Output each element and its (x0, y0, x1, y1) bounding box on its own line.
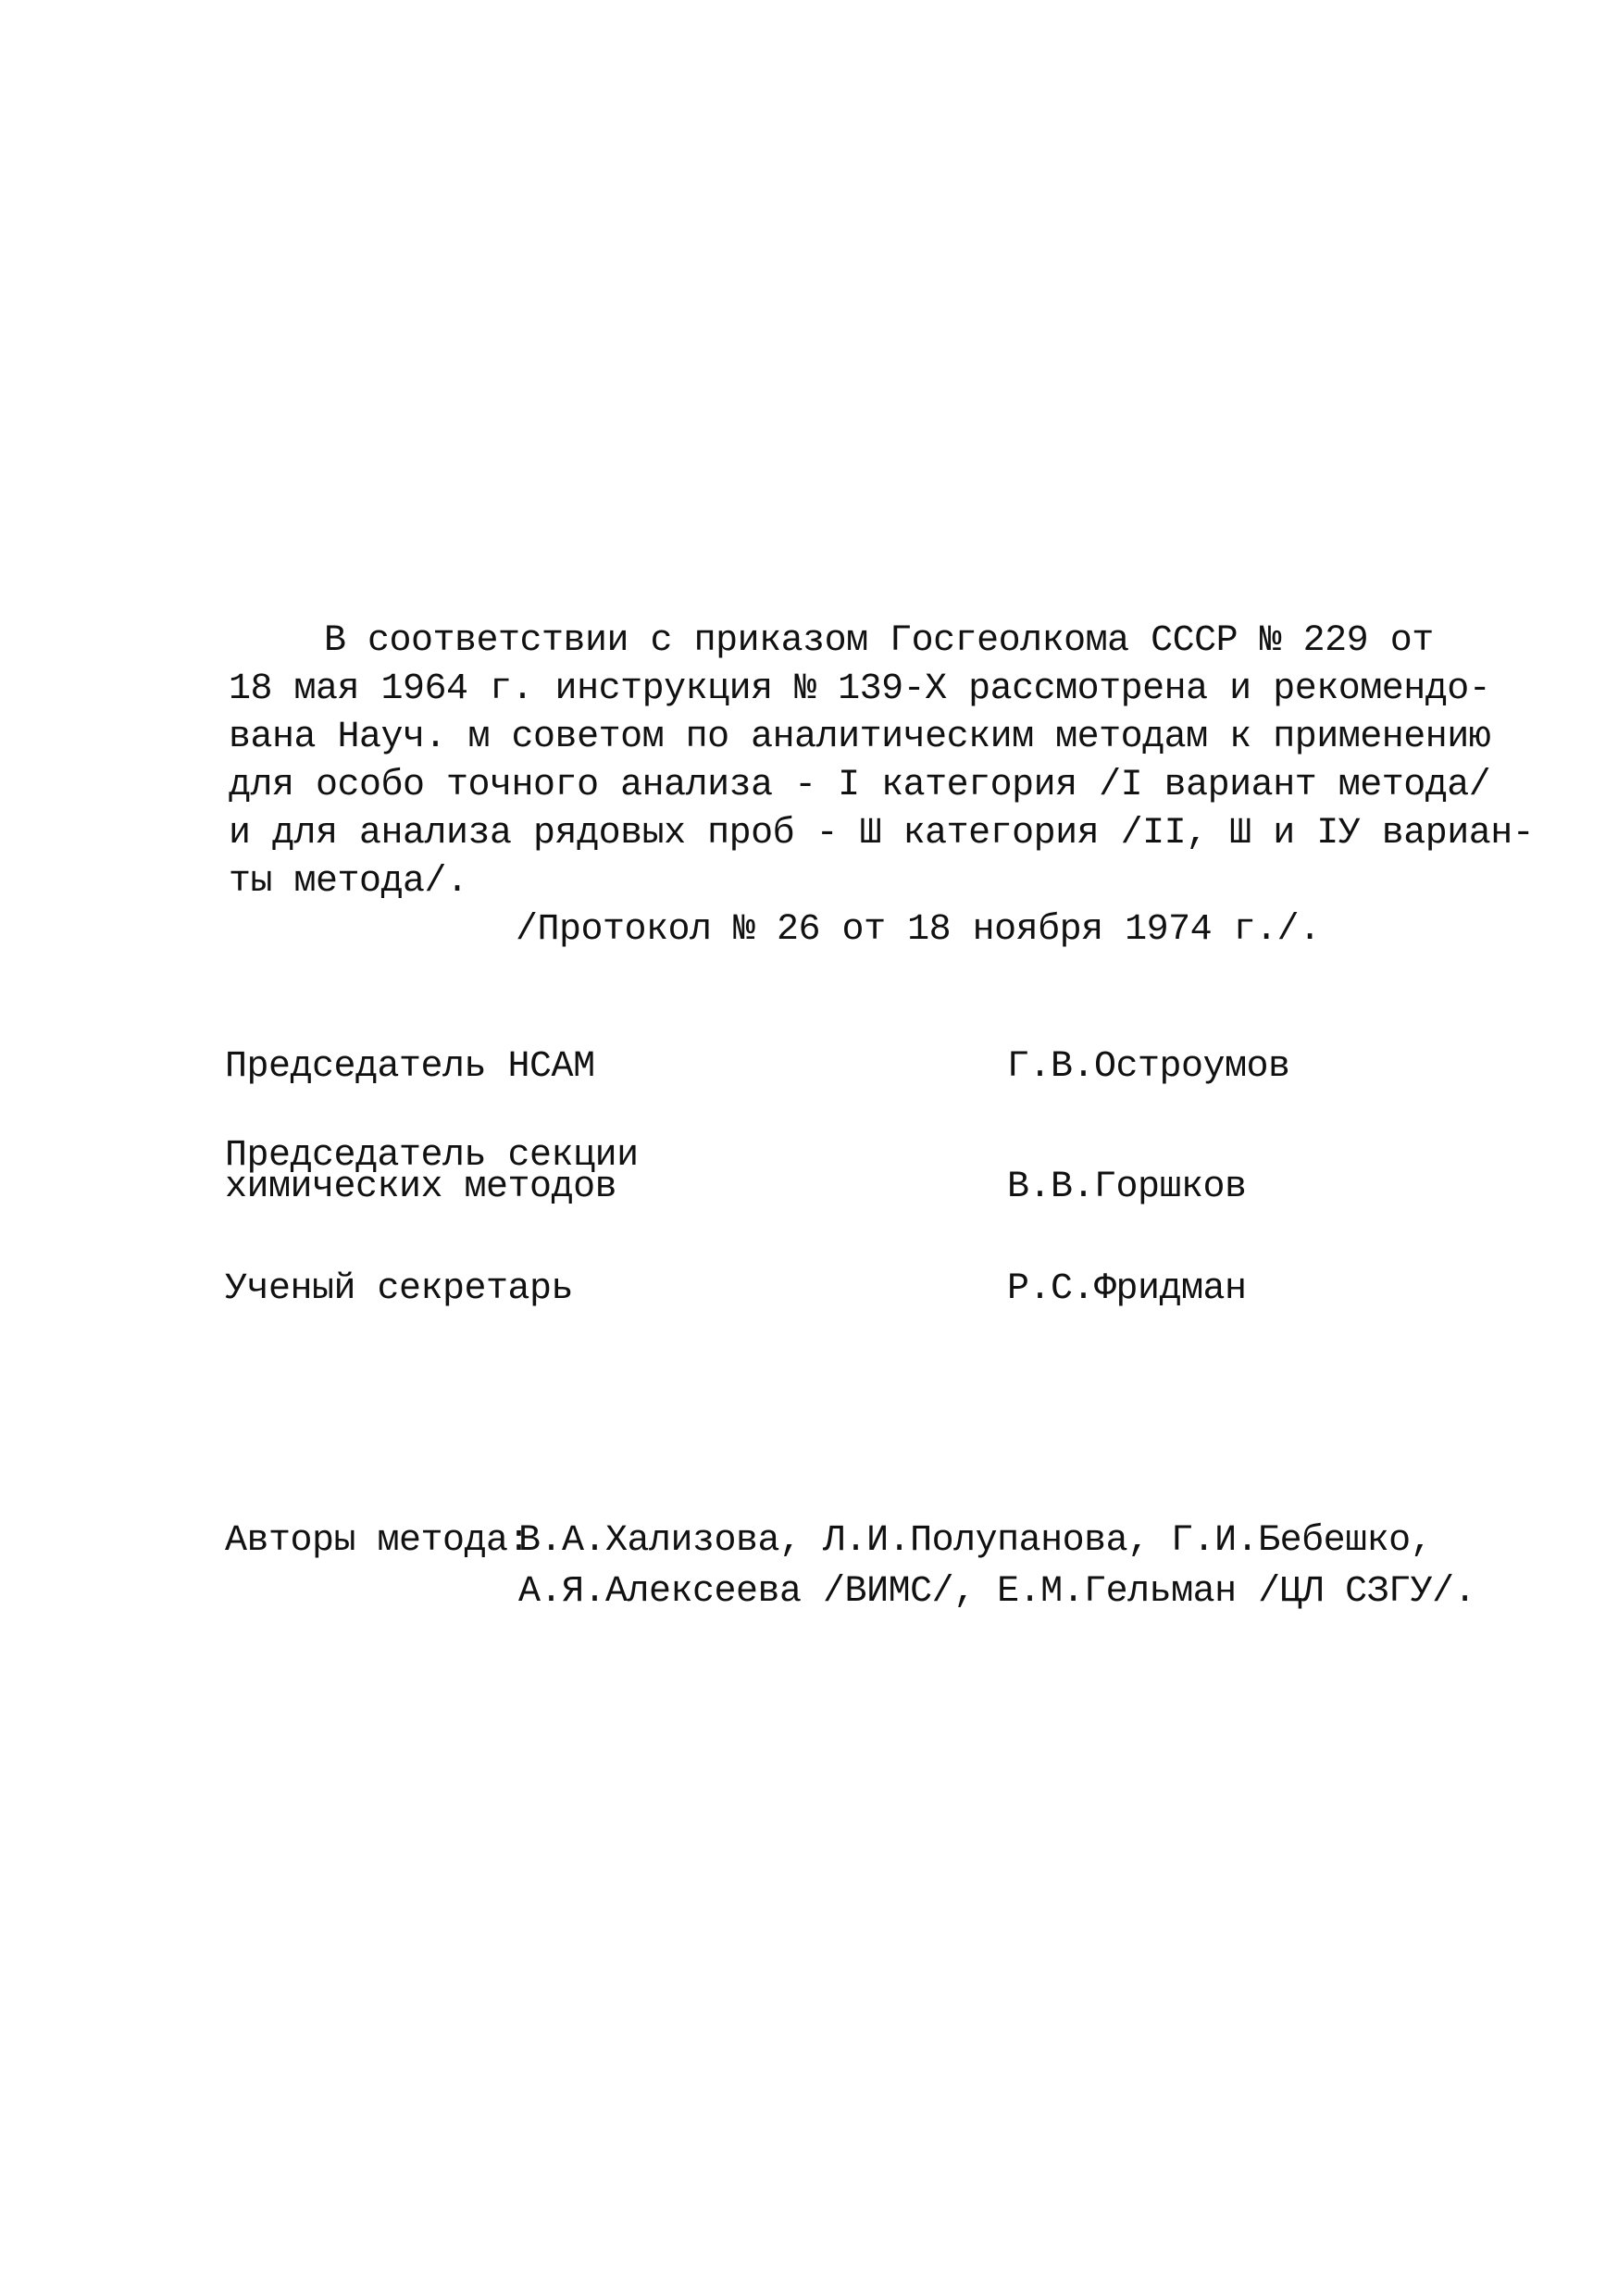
signature-position: Председатель секции (225, 1135, 639, 1177)
signature-position: Председатель НСАМ (225, 1046, 595, 1088)
signature-position: Ученый секретарь (225, 1268, 574, 1310)
protocol-reference: /Протокол № 26 от 18 ноября 1974 г./. (516, 909, 1321, 951)
approval-line: В соответствии с приказом Госгеолкома СССР № 229 от (324, 620, 1434, 662)
signature-name: Р.С.Фридман (1007, 1268, 1247, 1310)
authors-label: Авторы метода: (225, 1520, 530, 1562)
approval-line: для особо точного анализа - I категория /I вариант метода/ (229, 765, 1491, 806)
approval-line: 18 мая 1964 г. инструкция № 139-Х рассмотрена и рекомендо- (229, 668, 1491, 710)
signature-position: химических методов (225, 1167, 617, 1208)
authors-line: А.Я.Алексеева /ВИМС/, Е.М.Гельман /ЦЛ СЗГУ/. (518, 1571, 1476, 1613)
approval-line: вана Науч. м советом по аналитическим методам к применению (229, 717, 1491, 758)
approval-line: и для анализа рядовых проб - Ш категория /II, Ш и IУ вариан- (229, 813, 1535, 855)
approval-line: ты метода/. (229, 861, 468, 903)
signature-name: Г.В.Остроумов (1007, 1046, 1290, 1088)
signature-name: В.В.Горшков (1007, 1167, 1247, 1208)
authors-line: В.А.Хализова, Л.И.Полупанова, Г.И.Бебешко, (518, 1520, 1433, 1562)
